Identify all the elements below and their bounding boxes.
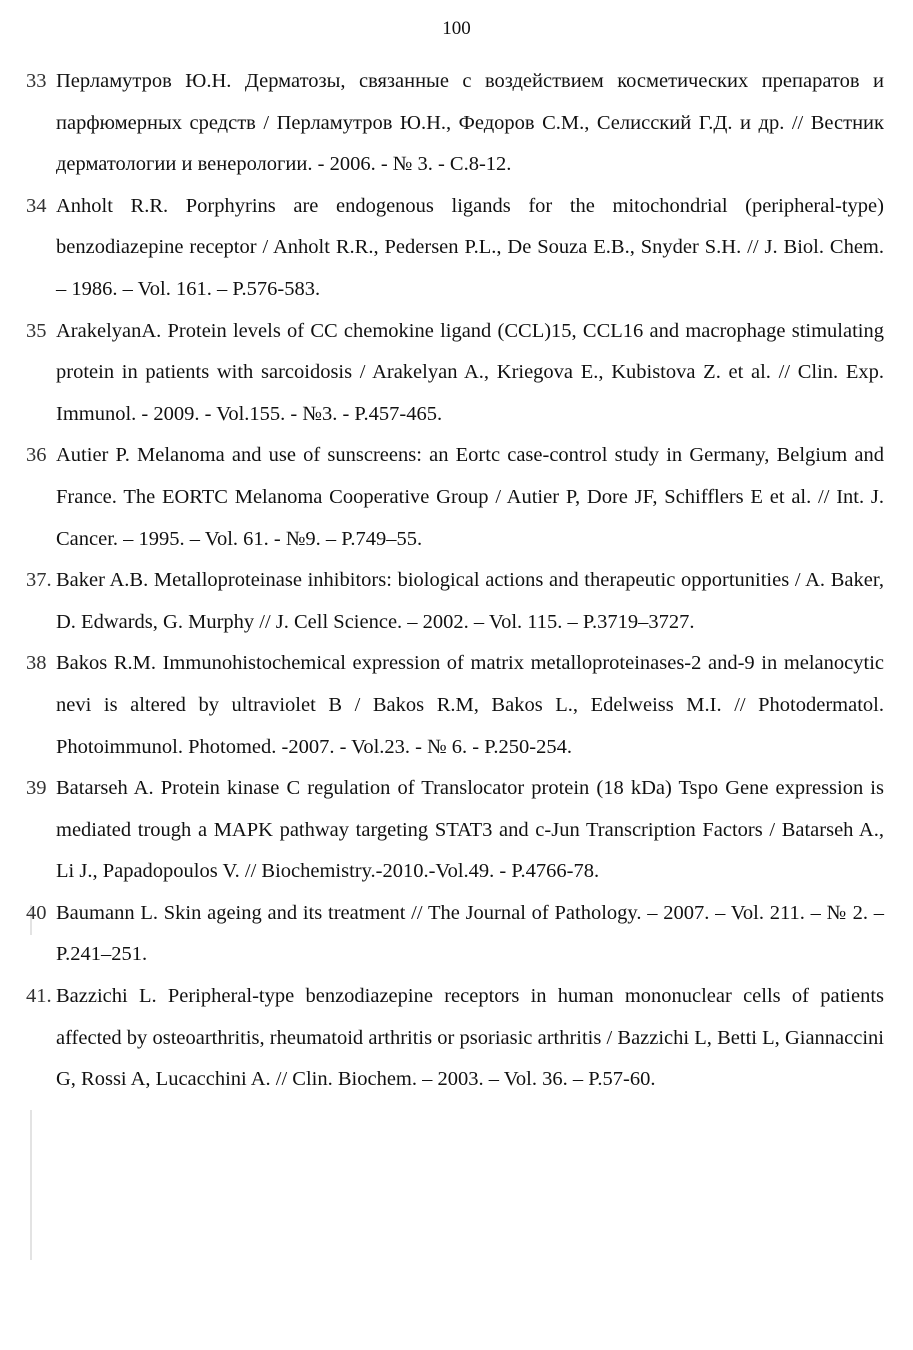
reference-text: Bazzichi L. Peripheral-type benzodiazepine receptors in human mononuclear cells of patients affected by osteoarthritis, rheumatoid arthritis or psoriasic arthritis / Bazzichi L, Betti L, Giannaccini G, Rossi A, Lucacchini A. // Clin. Biochem. – 2003. – Vol. 36. – P.57-60. bbox=[56, 985, 884, 1091]
reference-text: Bakos R.M. Immunohistochemical expression of matrix metalloproteinases-2 and-9 in melanocytic nevi is altered by ultraviolet B / Bakos R.M, Bakos L., Edelweiss M.I. // Photodermatol. Photoimmunol. Photomed. -2007. - Vol.23. - № 6. - P.250-254. bbox=[56, 652, 884, 758]
reference-number: 40 bbox=[26, 901, 47, 924]
reference-text: ArakelyanA. Protein levels of CC chemokine ligand (CCL)15, CCL16 and macrophage stimulating protein in patients with sarcoidosis / Arakelyan A., Kriegova E., Kubistova Z. et al. // Clin. Exp. Immunol. - 2009. - Vol.155. - №3. - P.457-465. bbox=[56, 319, 884, 425]
reference-text: Batarseh A. Protein kinase C regulation of Translocator protein (18 kDa) Tspo Gene expression is mediated trough a MAPK pathway targeting STAT3 and c-Jun Transcription Factors / Batarseh A., Li J., Papadopoulos V. // Biochemistry.-2010.-Vol.49. - P.4766-78. bbox=[56, 777, 884, 883]
reference-text: Baumann L. Skin ageing and its treatment // The Journal of Pathology. – 2007. – Vol. 211. – № 2. – P.241–251. bbox=[56, 901, 884, 966]
reference-item bbox=[26, 893, 884, 976]
reference-number: 34 bbox=[26, 194, 47, 217]
reference-item bbox=[26, 976, 884, 1101]
reference-item bbox=[26, 560, 884, 643]
reference-item bbox=[26, 768, 884, 893]
reference-item bbox=[26, 61, 884, 186]
reference-text: Anholt R.R. Porphyrins are endogenous ligands for the mitochondrial (peripheral-type) benzodiazepine receptor / Anholt R.R., Pedersen P.L., De Souza E.B., Snyder S.H. // J. Biol. Chem. – 1986. – Vol. 161. – P.576-583. bbox=[56, 194, 884, 300]
reference-number: 35 bbox=[26, 319, 47, 342]
reference-text: Перламутров Ю.Н. Дерматозы, связанные с воздействием косметических препаратов и парфюмерных средств / Перламутров Ю.Н., Федоров С.М., Селисский Г.Д. и др. // Вестник дерматологии и венерологии. - 2006. - № 3. - С.8-12. bbox=[56, 70, 884, 176]
reference-number: 39 bbox=[26, 777, 47, 800]
reference-item bbox=[26, 311, 884, 436]
reference-number: 37. bbox=[26, 569, 52, 592]
reference-number: 38 bbox=[26, 652, 47, 675]
reference-item bbox=[26, 643, 884, 768]
reference-number: 36 bbox=[26, 444, 47, 467]
reference-number: 41. bbox=[26, 985, 52, 1008]
reference-item bbox=[26, 435, 884, 560]
reference-item bbox=[26, 186, 884, 311]
reference-list bbox=[26, 61, 884, 1101]
margin-scan-mark bbox=[30, 1110, 32, 1260]
reference-text: Baker A.B. Metalloproteinase inhibitors: biological actions and therapeutic opportunities / A. Baker, D. Edwards, G. Murphy // J. Cell Science. – 2002. – Vol. 115. – P.3719–3727. bbox=[56, 569, 884, 633]
reference-text: Autier P. Melanoma and use of sunscreens: an Eortc case-control study in Germany, Belgium and France. The EORTC Melanoma Cooperative Group / Autier P, Dore JF, Schifflers E et al. // Int. J. Cancer. – 1995. – Vol. 61. - №9. – P.749–55. bbox=[56, 444, 884, 550]
reference-number: 33 bbox=[26, 70, 47, 92]
page-number: 100 bbox=[442, 18, 471, 39]
